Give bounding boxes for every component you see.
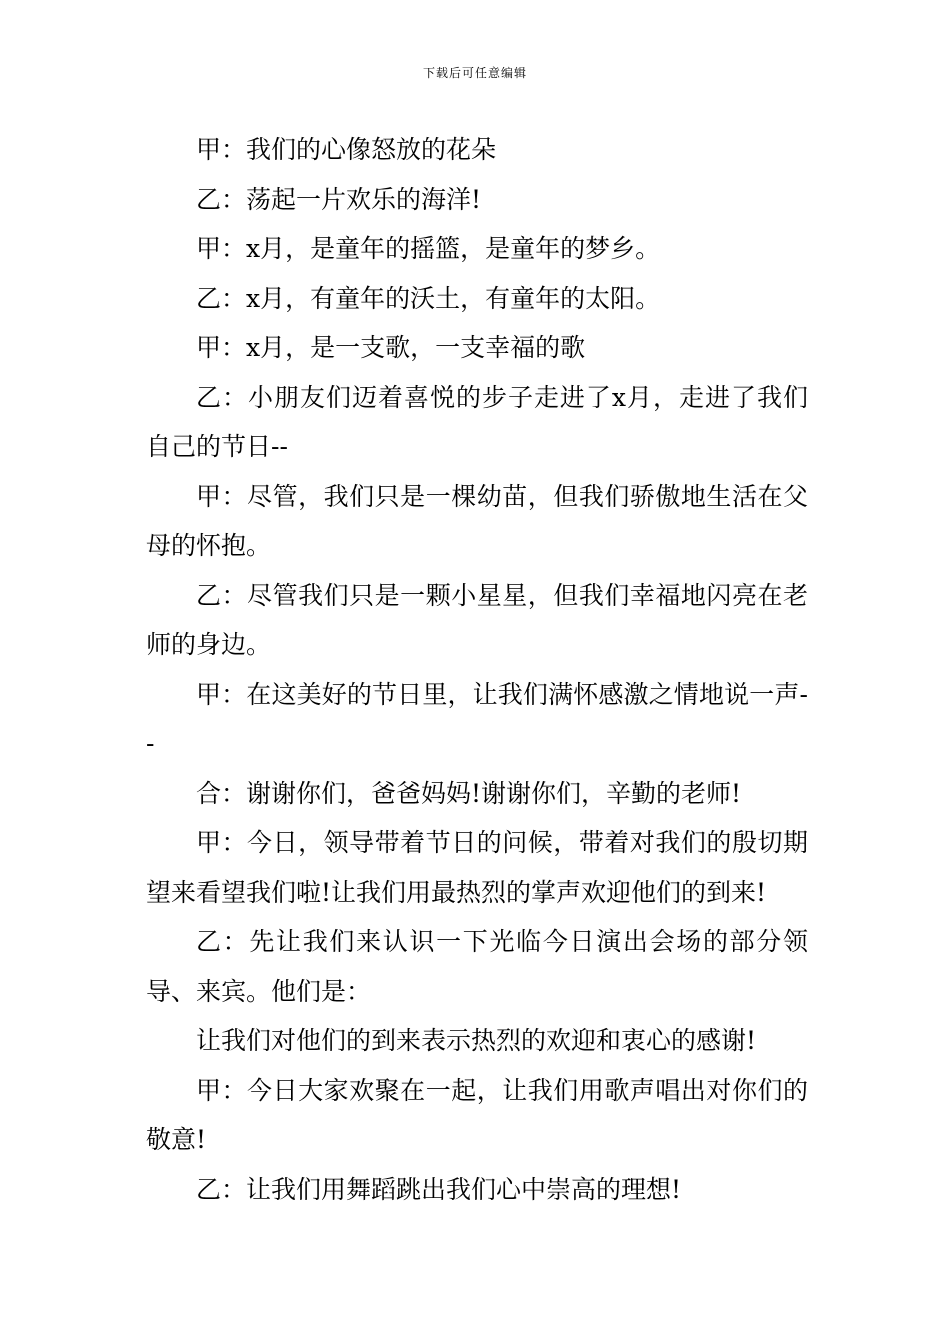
paragraph: 乙：x月，有童年的沃土，有童年的太阳。 (196, 283, 661, 313)
paragraph: 甲：我们的心像怒放的花朵 (196, 135, 497, 164)
page-header: 下载后可任意编辑 (422, 66, 527, 80)
paragraph: 甲：x月，是一支歌，一支幸福的歌 (196, 333, 586, 362)
paragraph: 乙：先让我们来认识一下光临今日演出会场的部分领导、来宾。他们是： (146, 927, 808, 1006)
paragraph: 乙：荡起一片欢乐的海洋! (196, 184, 482, 214)
paragraph: 甲：x月，是童年的摇篮，是童年的梦乡。 (196, 234, 661, 263)
document-body (146, 125, 808, 1214)
paragraph: 甲：在这美好的节日里，让我们满怀感激之情地说一声-- (146, 679, 808, 758)
paragraph: 乙：尽管我们只是一颗小星星，但我们幸福地闪亮在老师的身边。 (146, 580, 808, 659)
paragraph: 甲：今日，领导带着节日的问候，带着对我们的殷切期望来看望我们啦!让我们用最热烈的掌声欢迎他们的到来! (146, 828, 808, 907)
paragraph: 让我们对他们的到来表示热烈的欢迎和衷心的感谢! (196, 1026, 757, 1055)
paragraph: 乙：让我们用舞蹈跳出我们心中崇高的理想! (196, 1174, 682, 1204)
paragraph: 合：谢谢你们，爸爸妈妈!谢谢你们，辛勤的老师! (196, 778, 742, 808)
paragraph: 乙：小朋友们迈着喜悦的步子走进了x月，走进了我们自己的节日-- (146, 382, 808, 461)
paragraph: 甲：今日大家欢聚在一起，让我们用歌声唱出对你们的敬意! (146, 1075, 808, 1154)
paragraph: 甲：尽管，我们只是一棵幼苗，但我们骄傲地生活在父母的怀抱。 (146, 481, 808, 560)
